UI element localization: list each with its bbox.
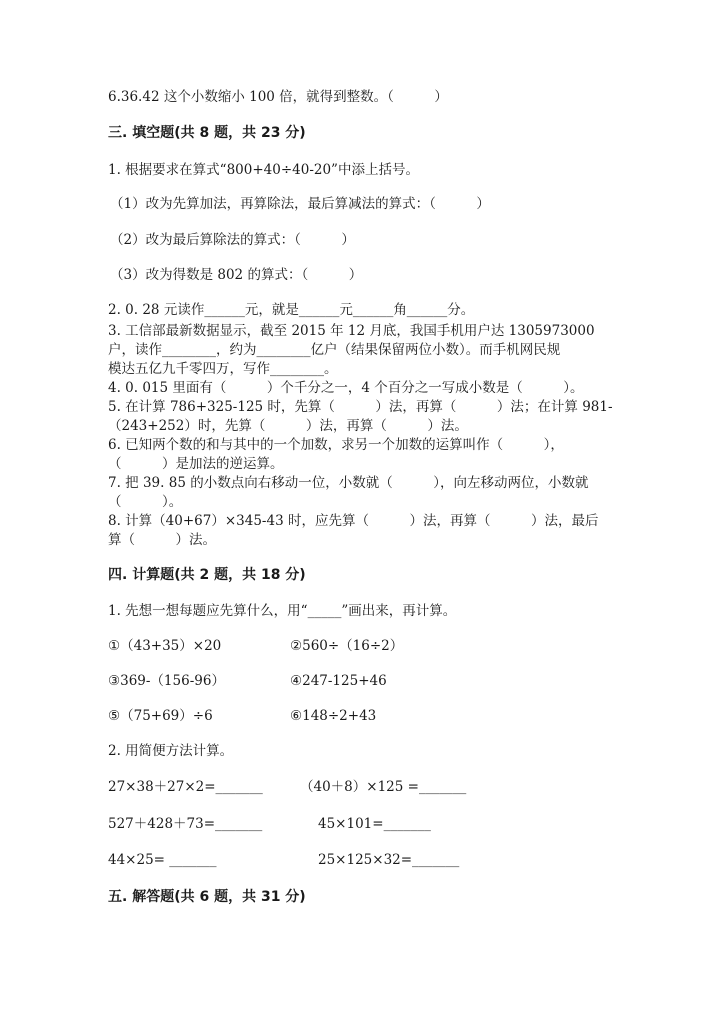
calc-item-4: ④247-125+46: [290, 673, 387, 689]
fill-question-1-part-1: （1）改为先算加法，再算除法，最后算减法的算式：（ ）: [110, 196, 490, 212]
section-4-title: 四. 计算题(共 2 题，共 18 分): [108, 567, 306, 583]
fill-question-4: 4. 0. 015 里面有（ ）个千分之一，4 个百分之一写成小数是（ ）。: [108, 380, 584, 396]
simplify-item-3: 527＋428＋73=_______: [108, 816, 263, 832]
simplify-item-1: 27×38＋27×2=_______: [108, 779, 263, 795]
question-6: 6.36.42 这个小数缩小 100 倍，就得到整数。（ ）: [108, 89, 448, 105]
fill-question-7-line-1: 7. 把 39. 85 的小数点向右移动一位，小数就（ ），向左移动两位，小数就: [108, 475, 589, 491]
fill-question-6-line-2: （ ）是加法的逆运算。: [108, 456, 284, 472]
fill-question-5-line-2: （243+252）时，先算（ ）法，再算（ ）法。: [108, 418, 468, 434]
fill-question-3-line-3: 模达五亿九千零四万，写作________。: [108, 361, 338, 377]
fill-question-5-line-1: 5. 在计算 786+325-125 时，先算（ ）法，再算（ ）法；在计算 981-: [108, 399, 613, 415]
fill-question-3-line-2: 户，读作________，约为________亿户（结果保留两位小数）。而手机网民规: [108, 342, 561, 358]
fill-question-8-line-2: 算（ ）法。: [108, 532, 216, 548]
simplify-item-2: （40＋8）×125 =_______: [300, 779, 467, 795]
calc-item-2: ②560÷（16÷2）: [290, 638, 404, 654]
section-3-title: 三. 填空题(共 8 题，共 23 分): [108, 125, 306, 141]
calc-question-1: 1. 先想一想每题应先算什么，用“_____”画出来，再计算。: [108, 603, 457, 619]
calc-item-6: ⑥148÷2+43: [290, 708, 377, 724]
simplify-item-5: 44×25= _______: [108, 852, 217, 868]
calc-item-1: ①（43+35）×20: [108, 638, 222, 654]
fill-question-1: 1. 根据要求在算式“800+40÷40-20”中添上括号。: [108, 162, 419, 178]
simplify-item-6: 25×125×32=_______: [318, 852, 460, 868]
section-5-title: 五. 解答题(共 6 题，共 31 分): [108, 889, 306, 905]
fill-question-8-line-1: 8. 计算（40+67）×345-43 时，应先算（ ）法，再算（ ）法，最后: [108, 513, 599, 529]
simplify-item-4: 45×101=_______: [318, 816, 431, 832]
fill-question-7-line-2: （ ）。: [108, 494, 183, 510]
fill-question-1-part-2: （2）改为最后算除法的算式：（ ）: [110, 232, 355, 248]
fill-question-6-line-1: 6. 已知两个数的和与其中的一个加数，求另一个加数的运算叫作（ ），: [108, 437, 564, 453]
calc-item-5: ⑤（75+69）÷6: [108, 708, 213, 724]
fill-question-1-part-3: （3）改为得数是 802 的算式：（ ）: [110, 267, 363, 283]
fill-question-2: 2. 0. 28 元读作______元，就是______元______角______分。: [108, 302, 475, 318]
fill-question-3-line-1: 3. 工信部最新数据显示，截至 2015 年 12 月底，我国手机用户达 1305973000: [108, 323, 595, 339]
calc-item-3: ③369-（156-96）: [108, 673, 225, 689]
calc-question-2: 2. 用简便方法计算。: [108, 743, 234, 759]
